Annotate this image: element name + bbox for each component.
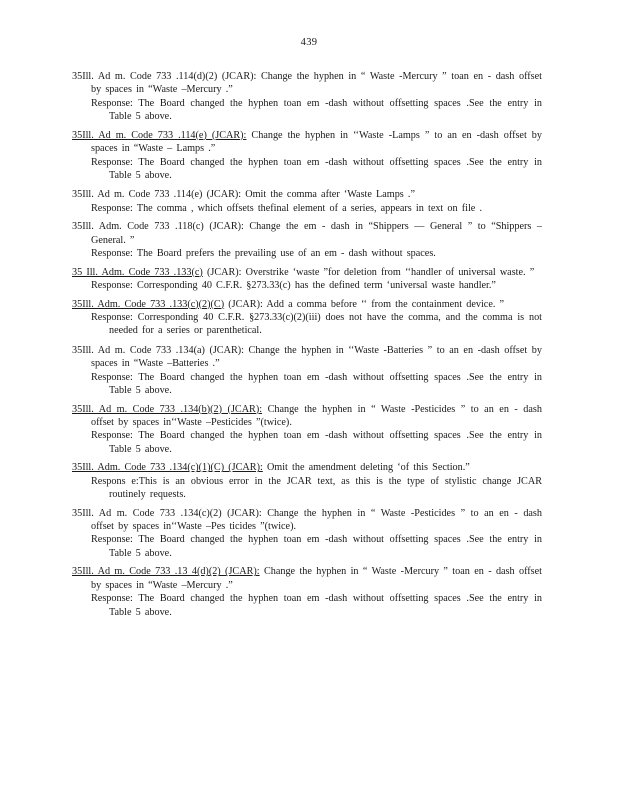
- comment-body: 35Ill. Ad m. Code 733 .134(a) (JCAR): Change the hyphen in ‘‘Waste -Batteries ” to an en -dash offset by spaces in “Waste –Batteries .”: [72, 344, 542, 370]
- comment-text: [72, 461, 542, 474]
- comment-entry: [72, 298, 542, 338]
- code-reference: 35 Ill. Adm. Code 733 .133(c): [72, 266, 203, 278]
- comment-body: 35Ill. Ad m. Code 733 .114(e) (JCAR): Omit the comma after ‘Waste Lamps .”: [72, 189, 415, 201]
- code-reference: 35Ill. Ad m. Code 733 .114(e) (JCAR):: [72, 129, 247, 141]
- comment-entry: [72, 565, 542, 619]
- code-reference: 35Ill. Ad m. Code 733 .134(b)(2) (JCAR):: [72, 403, 263, 415]
- code-reference: 35Ill. Adm. Code 733 .134(c)(1)(C) (JCAR):: [72, 462, 263, 474]
- comment-body: (JCAR): Add a comma before ‘‘ from the containment device. ”: [224, 298, 505, 310]
- comment-entry: [72, 188, 542, 215]
- comment-text: [72, 565, 542, 592]
- comment-entry: [72, 461, 542, 501]
- comment-text: [72, 70, 542, 97]
- response-text: Response: The Board changed the hyphen toan em -dash without offsetting spaces .See the entry in Table 5 above.: [91, 97, 542, 123]
- comment-body: 35Ill. Ad m. Code 733 .114(d)(2) (JCAR): Change the hyphen in “ Waste -Mercury ” toan en - dash offset by spaces in “Waste –Mercury .”: [72, 71, 542, 96]
- comment-text: [72, 220, 542, 247]
- comment-entry: [72, 70, 542, 124]
- response-text: Response: The Board changed the hyphen toan em -dash without offsetting spaces .See the entry in Table 5 above.: [91, 593, 542, 618]
- response-text: Response: The Board changed the hyphen toan em -dash without offsetting spaces .See the entry in Table 5 above.: [91, 371, 542, 397]
- response-text: Response: The Board changed the hyphen toan em -dash without offsetting spaces .See the entry in Table 5 above.: [91, 430, 542, 455]
- response-text: Response: The Board changed the hyphen toan em -dash without offsetting spaces .See the entry in Table 5 above.: [91, 156, 542, 181]
- comment-body: Change the hyphen in “ Waste -Pesticides ” to an en - dash offset by spaces in‘‘Waste –Pesticides ”(twice).: [91, 403, 542, 428]
- response-text: Response: The comma , which offsets thefinal element of a series, appears in text on file .: [91, 202, 483, 214]
- comment-body: (JCAR): Overstrike ‘waste ”for deletion from ‘‘handler of universal waste. ”: [202, 266, 535, 278]
- comment-text: [72, 266, 542, 279]
- comment-body: 35Ill. Ad m. Code 733 .134(c)(2) (JCAR): Change the hyphen in “ Waste -Pesticides ” to an en - dash offset by spaces in‘‘Waste –Pes ticides ”(twice).: [72, 507, 542, 533]
- comment-entry: [72, 129, 542, 183]
- response-text: Response: The Board prefers the prevailing use of an em - dash without spaces.: [91, 248, 436, 260]
- response-text: Respons e:This is an obvious error in the JCAR text, as this is the type of stylistic change JCAR routinely requests.: [91, 475, 542, 501]
- comment-text: [72, 298, 542, 311]
- comment-body: Omit the amendment deleting ‘of this Section.”: [262, 462, 470, 474]
- comment-body: Change the hyphen in ‘‘Waste -Lamps ” to an en -dash offset by spaces in “Waste – Lamps .”: [91, 129, 542, 155]
- comment-text: [72, 129, 542, 156]
- response-text: Response: The Board changed the hyphen toan em -dash without offsetting spaces .See the entry in Table 5 above.: [91, 534, 542, 559]
- code-reference: 35Ill. Ad m. Code 733 .13 4(d)(2) (JCAR):: [72, 566, 260, 578]
- comment-entry: [72, 220, 542, 260]
- comment-text: [72, 403, 542, 430]
- response-text: Response: Corresponding 40 C.F.R. §273.33(c) has the defined term ‘universal waste handler.”: [91, 280, 496, 292]
- comment-list: [72, 70, 542, 624]
- comment-text: [72, 507, 542, 534]
- code-reference: 35Ill. Adm. Code 733 .133(c)(2)(C): [72, 298, 225, 310]
- response-text: Response: Corresponding 40 C.F.R. §273.33(c)(2)(iii) does not have the comma, and the comma is not needed for a series or parenthetical.: [91, 311, 542, 337]
- comment-text: [72, 188, 542, 201]
- comment-text: [72, 344, 542, 371]
- comment-entry: [72, 344, 542, 398]
- page-number: 439: [300, 37, 318, 48]
- comment-entry: [72, 403, 542, 457]
- comment-entry: [72, 266, 542, 293]
- comment-body: Change the hyphen in “ Waste -Mercury ” toan en - dash offset by spaces in “Waste –Mercury .”: [91, 566, 542, 591]
- comment-entry: [72, 507, 542, 561]
- comment-body: 35Ill. Adm. Code 733 .118(c) (JCAR): Change the em - dash in “Shippers — General ” to “Shippers –General. ”: [72, 221, 542, 246]
